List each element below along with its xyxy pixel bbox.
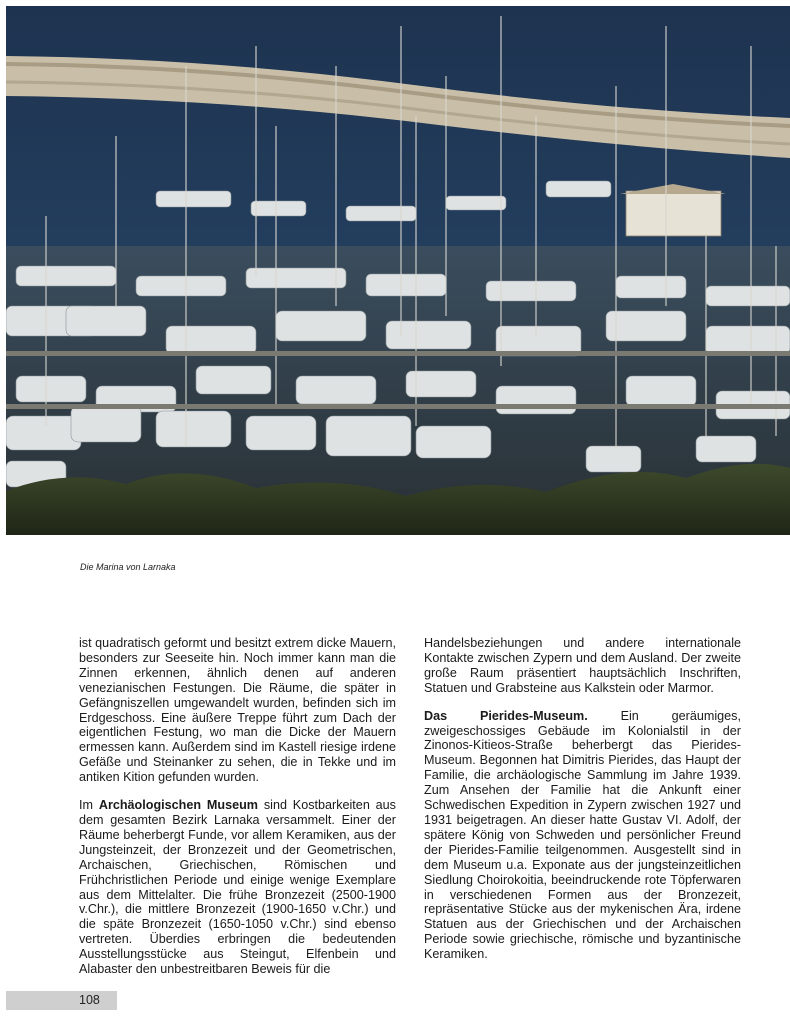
paragraph-fortress: ist quadratisch geformt und besitzt extrem dicke Mauern, besonders zur Seeseite hin. Noch immer kann man die Zinnen erkennen, ähnlich denen auf anderen venezianischen Festungen. Die Räume, die später in Gefängniszellen umgewandelt wurden, befinden sich im Erdgeschoss. Eine äußere Treppe führt zum Dach der eigentlichen Festung, wo man die Dicke der Mauern ermessen kann. Außerdem sind im Kastell riesige irdene Gefäße und Steinanker zu sehen, die in Tekke und im antiken Kition gefunden wurden. — [79, 636, 396, 785]
page-number: 108 — [79, 993, 100, 1007]
pierides-museum-heading: Das Pierides-Museum. — [424, 708, 588, 723]
archaeological-museum-heading: Archäologischen Museum — [98, 798, 258, 813]
paragraph-prefix: Im — [79, 798, 99, 813]
paragraph-text: Ein geräumiges, zweigeschossiges Gebäude im Kolonialstil in der Zinonos-Kitieos-Straße beherbergt das Pierides-Museum. Begonnen hat Dimitris Pierides, das Haupt der Familie, die archäologische Sammlung im Jahre 1939. Zum Ansehen der Familie hat die Ankunft einer Schwedischen Expedition in Zypern zwischen 1927 und 1931 beigetragen. An dieser hatte Gustav VI. Adolf, der spätere König von Schweden und persönlicher Freund der Pierides-Familie teilgenommen. Ausgestellt sind in dem Museum u.a. Exponate aus der jungsteinzeitlichen Siedlung Choirokoitia, beeindruckende rote Töpferwaren in verschiedenen Formen aus der Bronzezeit, repräsentative Stücke aus der mykenischen Ära, irdene Statuen aus der Griechischen und der Archaischen Periode sowie griechische, römische und byzantinische Keramiken. — [424, 708, 741, 962]
marina-photo — [6, 6, 790, 535]
paragraph-archaeological-museum — [79, 798, 396, 977]
photo-caption: Die Marina von Larnaka — [80, 562, 176, 572]
paragraph-trade-relations: Handelsbeziehungen und andere internationale Kontakte zwischen Zypern und dem Ausland. Der zweite große Raum präsentiert hauptsächlich Inschriften, Statuen und Grabsteine aus Kalkstein oder Marmor. — [424, 636, 741, 695]
paragraph-pierides-museum — [424, 709, 741, 962]
paragraph-text: sind Kostbarkeiten aus dem gesamten Bezirk Larnaka versammelt. Einer der Räume beherbergt Funde, vor allem Keramiken, aus der Jungsteinzeit, der Bronzezeit und der Geometrischen, Archaischen, Griechischen, Römischen und Frühchristlichen Periode und einige wenige Exemplare aus dem Mittelalter. Die frühe Bronzezeit (2500-1900 v.Chr.), die mittlere Bronzezeit (1900-1650 v.Chr.) und die späte Bronzezeit (1650-1050 v.Chr.) sind ebenso vertreten. Überdies erbringen die bedeutenden Ausstellungsstücke aus Steingut, Elfenbein und Alabaster den unbestreitbaren Beweis für die — [79, 798, 396, 977]
right-column — [424, 636, 741, 962]
left-column — [79, 636, 396, 977]
page-number-bar — [6, 991, 117, 1010]
